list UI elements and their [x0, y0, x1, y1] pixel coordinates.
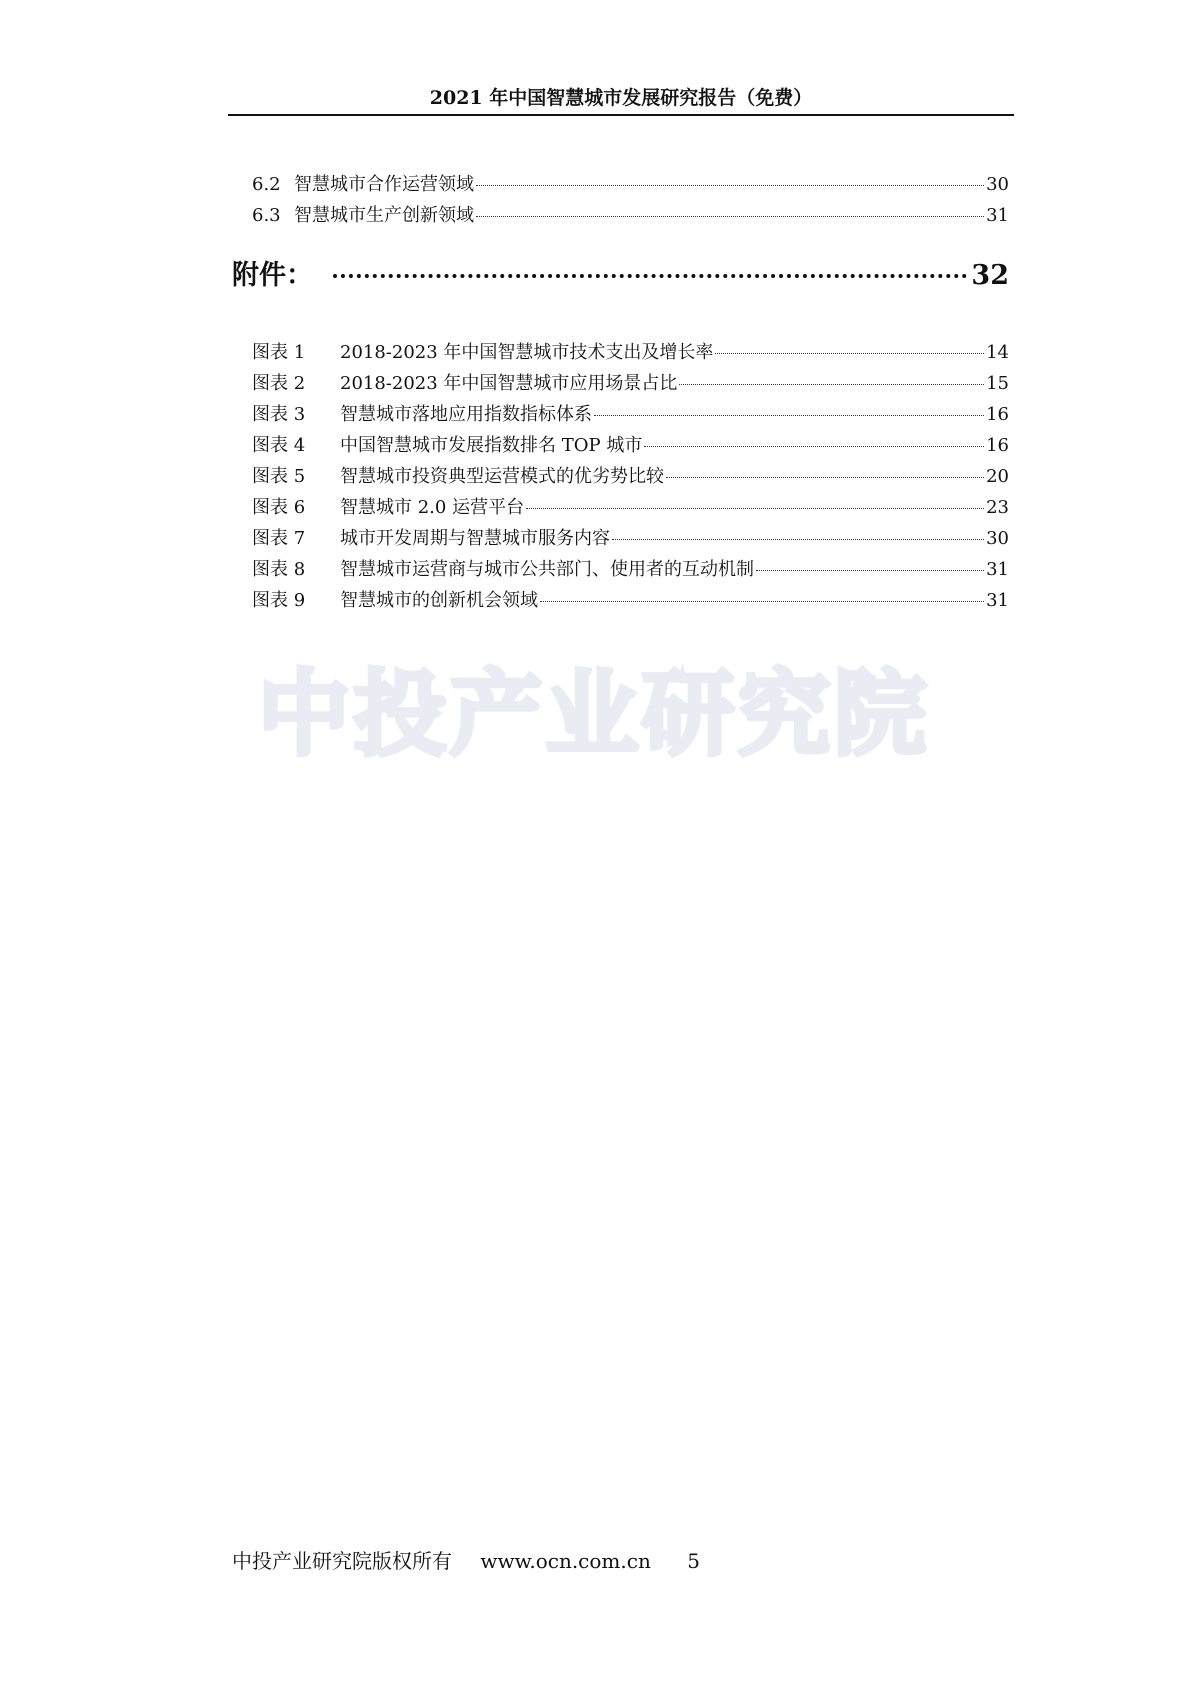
figure-page: 31	[986, 590, 1009, 611]
figure-number: 图表 9	[252, 590, 306, 611]
figure-title: 智慧城市的创新机会领域	[340, 590, 538, 611]
figure-entry[interactable]	[252, 433, 1009, 459]
toc-annex-entry[interactable]	[232, 258, 1009, 294]
toc-entry-number: 6.3	[252, 205, 281, 226]
figure-title: 城市开发周期与智慧城市服务内容	[340, 528, 610, 549]
figure-entry[interactable]	[252, 495, 1009, 521]
page-header-title: 2021 年中国智慧城市发展研究报告（免费）	[429, 87, 813, 109]
figure-number: 图表 5	[252, 466, 306, 487]
figure-number: 图表 8	[252, 559, 306, 580]
figure-title: 智慧城市运营商与城市公共部门、使用者的互动机制	[340, 559, 754, 580]
figure-page: 15	[986, 373, 1009, 394]
toc-entry-page: 31	[986, 205, 1009, 226]
figure-entry[interactable]	[252, 526, 1009, 552]
toc-entry-page: 30	[986, 174, 1009, 195]
figure-number: 图表 3	[252, 404, 306, 425]
figure-title: 智慧城市投资典型运营模式的优劣势比较	[340, 466, 664, 487]
toc-entry[interactable]	[252, 172, 1009, 198]
figure-entry[interactable]	[252, 340, 1009, 366]
figure-page: 20	[986, 466, 1009, 487]
leader-dots	[333, 274, 967, 278]
watermark: 中投产业研究院	[258, 661, 931, 768]
figure-title: 中国智慧城市发展指数排名 TOP 城市	[340, 435, 643, 456]
leader-dots	[476, 216, 984, 217]
figure-page: 14	[986, 342, 1009, 363]
figure-number: 图表 2	[252, 373, 306, 394]
figure-entry[interactable]	[252, 557, 1009, 583]
toc-entry-number: 6.2	[252, 174, 281, 195]
leader-dots	[715, 353, 984, 354]
figure-title: 智慧城市 2.0 运营平台	[340, 497, 525, 518]
leader-dots	[644, 446, 984, 447]
leader-dots	[756, 570, 984, 571]
annex-label: 附件：	[232, 260, 313, 291]
figure-title: 智慧城市落地应用指数指标体系	[340, 404, 592, 425]
footer-copyright: 中投产业研究院版权所有	[232, 1549, 452, 1573]
figure-entry[interactable]	[252, 588, 1009, 614]
header-rule	[228, 114, 1014, 116]
leader-dots	[612, 539, 984, 540]
toc-entry-title: 智慧城市生产创新领域	[294, 205, 474, 226]
annex-page: 32	[971, 260, 1009, 291]
figure-number: 图表 7	[252, 528, 306, 549]
figure-number: 图表 4	[252, 435, 306, 456]
figure-page: 16	[986, 404, 1009, 425]
leader-dots	[666, 477, 984, 478]
leader-dots	[594, 415, 984, 416]
toc-entry-title: 智慧城市合作运营领域	[294, 174, 474, 195]
footer-website-link[interactable]: www.ocn.com.cn	[480, 1549, 651, 1573]
leader-dots	[679, 384, 984, 385]
figure-entry[interactable]	[252, 371, 1009, 397]
leader-dots	[476, 185, 984, 186]
toc-entry[interactable]	[252, 203, 1009, 229]
leader-dots	[540, 601, 984, 602]
figure-page: 31	[986, 559, 1009, 580]
footer-page-number: 5	[687, 1549, 700, 1573]
figure-entry[interactable]	[252, 464, 1009, 490]
figure-entry[interactable]	[252, 402, 1009, 428]
figure-page: 16	[986, 435, 1009, 456]
figure-page: 30	[986, 528, 1009, 549]
figure-title: 2018-2023 年中国智慧城市应用场景占比	[340, 373, 678, 394]
page-footer	[232, 1548, 700, 1574]
leader-dots	[526, 508, 984, 509]
figure-page: 23	[986, 497, 1009, 518]
figure-number: 图表 6	[252, 497, 306, 518]
figure-number: 图表 1	[252, 342, 306, 363]
figure-title: 2018-2023 年中国智慧城市技术支出及增长率	[340, 342, 714, 363]
